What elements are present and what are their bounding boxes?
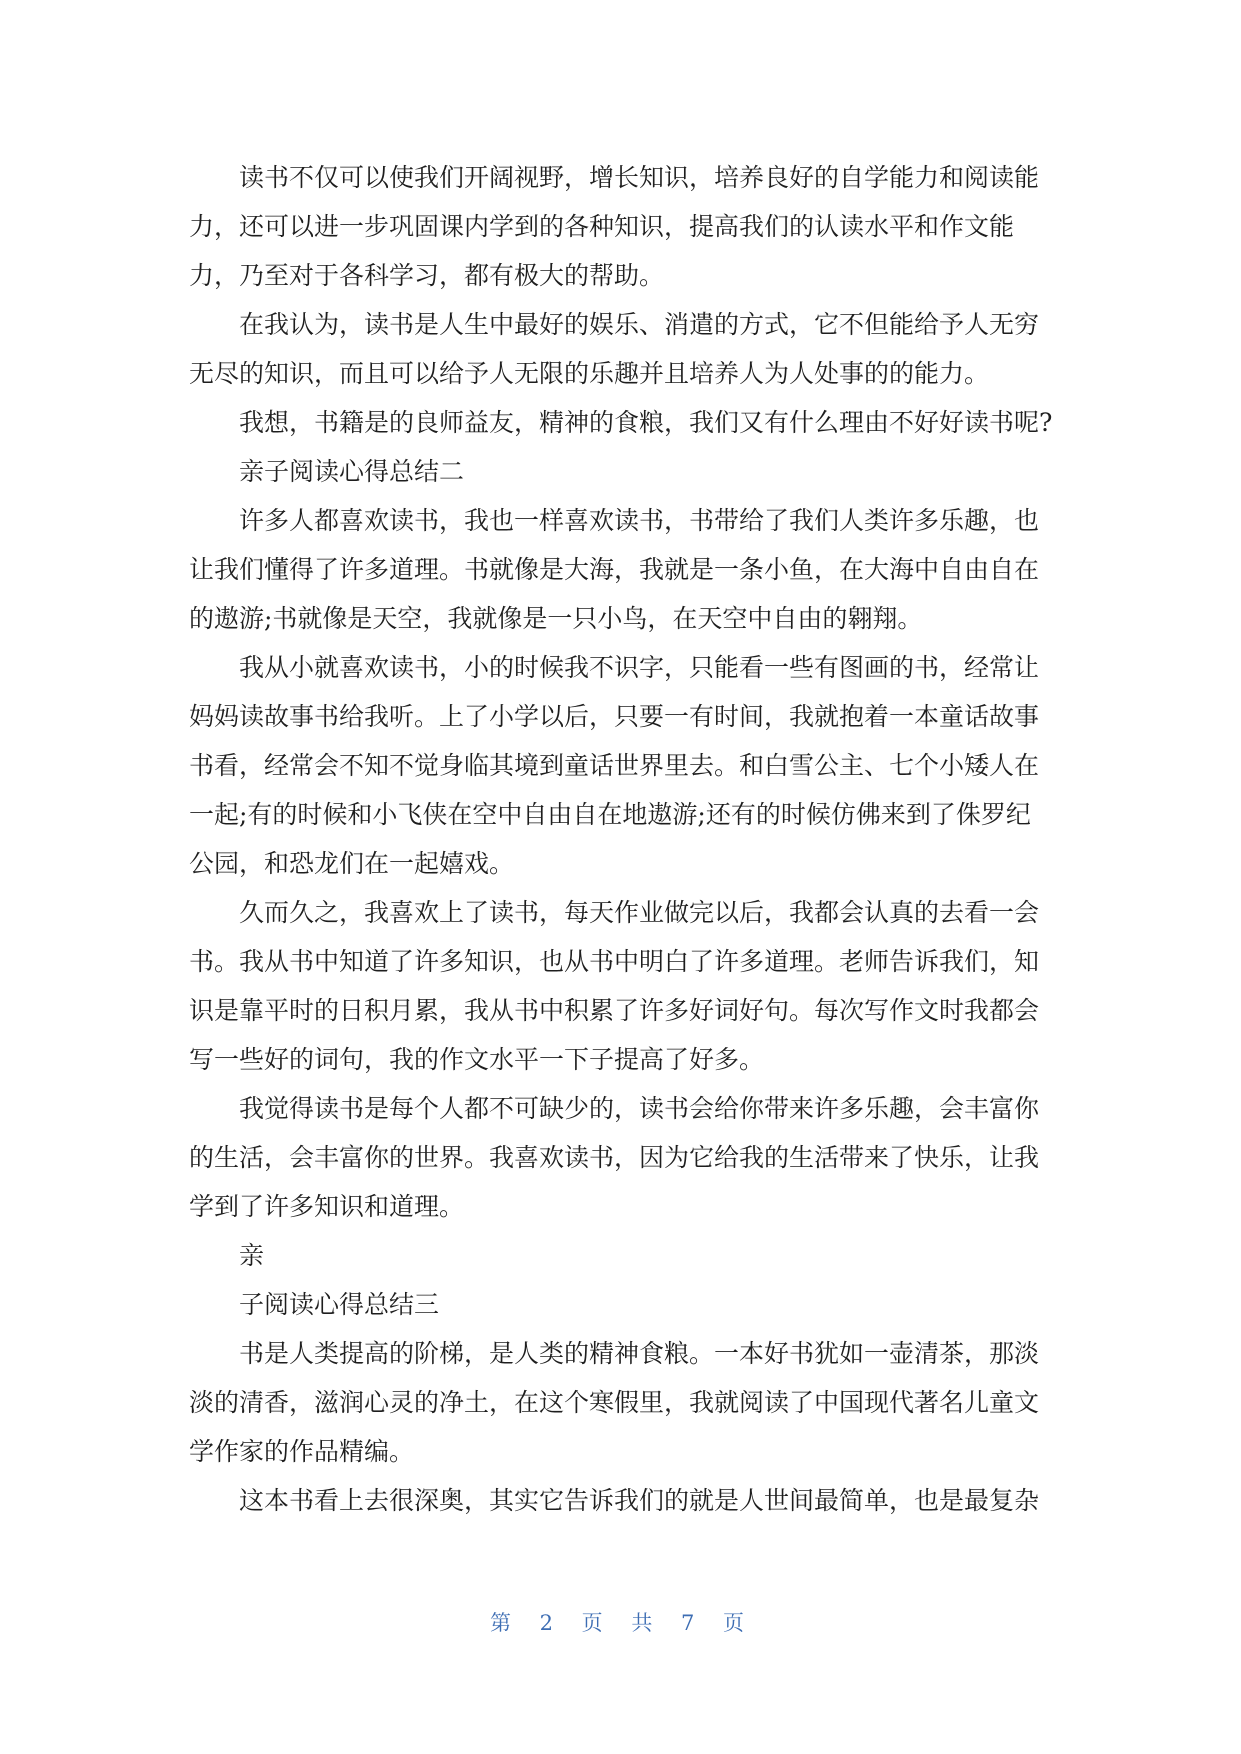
paragraph-line: 妈妈读故事书给我听。上了小学以后，只要一有时间，我就抱着一本童话故事 bbox=[189, 702, 1040, 731]
paragraph-line: 在我认为，读书是人生中最好的娱乐、消遣的方式，它不但能给予人无穷 bbox=[239, 310, 1040, 339]
paragraph bbox=[189, 888, 1089, 1084]
paragraph-line: 书是人类提高的阶梯，是人类的精神食粮。一本好书犹如一壶清茶，那淡 bbox=[239, 1339, 1040, 1368]
paragraph-line: 我想，书籍是的良师益友，精神的食粮，我们又有什么理由不好好读书呢? bbox=[239, 408, 1053, 437]
paragraph-line: 读书不仅可以使我们开阔视野，增长知识，培养良好的自学能力和阅读能 bbox=[239, 163, 1040, 192]
paragraph-line: 的遨游;书就像是天空，我就像是一只小鸟，在天空中自由的翱翔。 bbox=[189, 604, 923, 633]
paragraph-line: 我从小就喜欢读书，小的时候我不识字，只能看一些有图画的书，经常让 bbox=[239, 653, 1040, 682]
paragraph-line: 力，乃至对于各科学习，都有极大的帮助。 bbox=[189, 261, 665, 290]
section-heading bbox=[189, 447, 1089, 496]
paragraph bbox=[189, 1084, 1089, 1231]
paragraph-line: 公园，和恐龙们在一起嬉戏。 bbox=[189, 849, 515, 878]
paragraph-line: 识是靠平时的日积月累，我从书中积累了许多好词好句。每次写作文时我都会 bbox=[189, 996, 1040, 1025]
paragraph-line: 一起;有的时候和小飞侠在空中自由自在地遨游;还有的时候仿佛来到了侏罗纪 bbox=[189, 800, 1031, 829]
paragraph-line: 淡的清香，滋润心灵的净土，在这个寒假里，我就阅读了中国现代著名儿童文 bbox=[189, 1388, 1040, 1417]
paragraph-line: 书。我从书中知道了许多知识，也从书中明白了许多道理。老师告诉我们，知 bbox=[189, 947, 1040, 976]
paragraph bbox=[189, 643, 1089, 888]
paragraph bbox=[189, 496, 1089, 643]
paragraph-line: 让我们懂得了许多道理。书就像是大海，我就是一条小鱼，在大海中自由自在 bbox=[189, 555, 1040, 584]
paragraph bbox=[189, 1329, 1089, 1476]
section-heading-text: 亲 bbox=[239, 1241, 265, 1270]
paragraph-line: 无尽的知识，而且可以给予人无限的乐趣并且培养人为人处事的的能力。 bbox=[189, 359, 990, 388]
paragraph-line: 的生活，会丰富你的世界。我喜欢读书，因为它给我的生活带来了快乐，让我 bbox=[189, 1143, 1040, 1172]
section-heading bbox=[189, 1231, 1089, 1280]
paragraph-line: 我觉得读书是每个人都不可缺少的，读书会给你带来许多乐趣，会丰富你 bbox=[239, 1094, 1040, 1123]
document-body bbox=[189, 153, 1089, 1525]
paragraph-line: 书看，经常会不知不觉身临其境到童话世界里去。和白雪公主、七个小矮人在 bbox=[189, 751, 1040, 780]
section-heading-text: 子阅读心得总结三 bbox=[239, 1290, 440, 1319]
paragraph bbox=[189, 300, 1089, 398]
paragraph-line: 力，还可以进一步巩固课内学到的各种知识，提高我们的认读水平和作文能 bbox=[189, 212, 1015, 241]
paragraph bbox=[189, 1476, 1089, 1525]
paragraph-line: 许多人都喜欢读书，我也一样喜欢读书，书带给了我们人类许多乐趣，也 bbox=[239, 506, 1040, 535]
paragraph-line: 学作家的作品精编。 bbox=[189, 1437, 415, 1466]
section-heading bbox=[189, 1280, 1089, 1329]
paragraph-line: 学到了许多知识和道理。 bbox=[189, 1192, 465, 1221]
paragraph bbox=[189, 153, 1089, 300]
paragraph-line: 这本书看上去很深奥，其实它告诉我们的就是人世间最简单，也是最复杂 bbox=[239, 1486, 1040, 1515]
paragraph bbox=[189, 398, 1089, 447]
page-number-footer: 第 2 页 共 7 页 bbox=[489, 1611, 752, 1635]
paragraph-line: 写一些好的词句，我的作文水平一下子提高了好多。 bbox=[189, 1045, 765, 1074]
paragraph-line: 久而久之，我喜欢上了读书，每天作业做完以后，我都会认真的去看一会 bbox=[239, 898, 1040, 927]
section-heading-text: 亲子阅读心得总结二 bbox=[239, 457, 465, 486]
